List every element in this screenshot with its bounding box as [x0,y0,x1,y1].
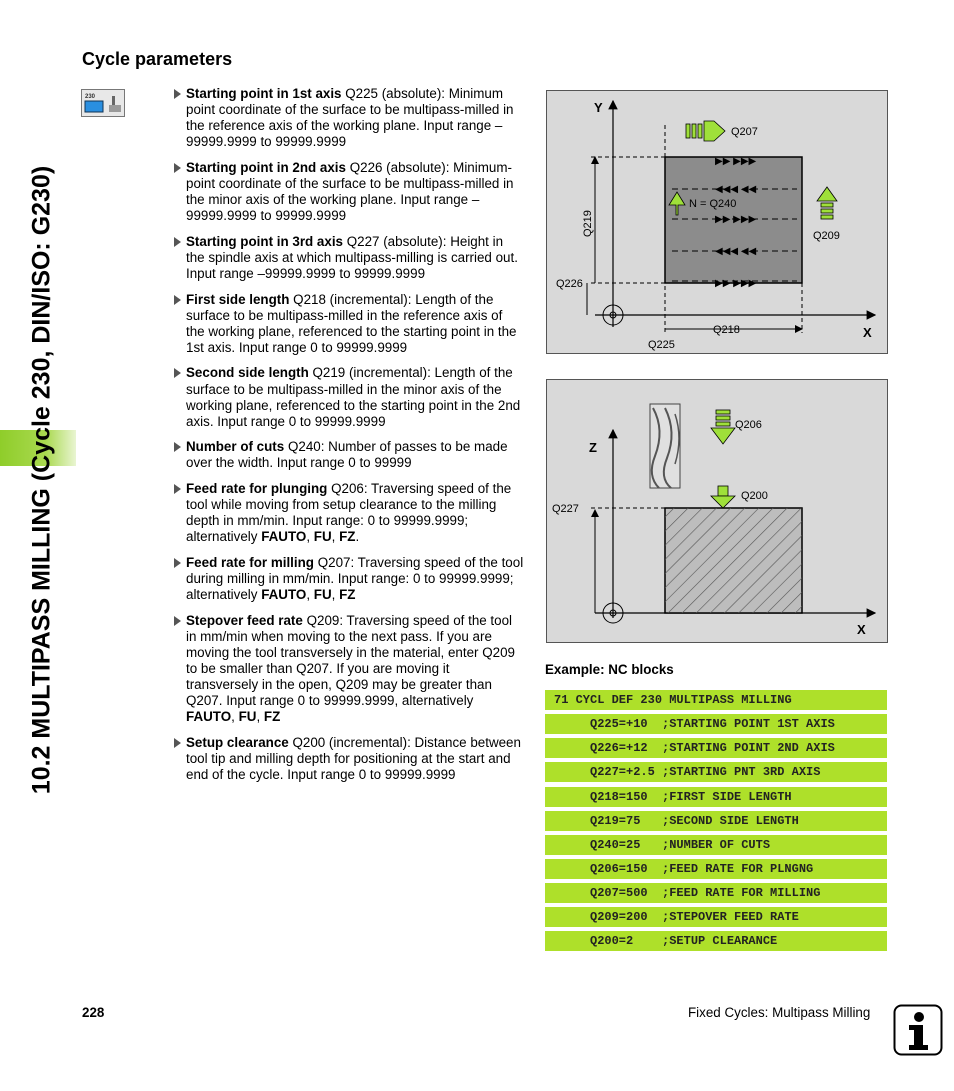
param-desc: Q219 (incremental): Length of the surface to be multipass-milled in the minor axis of the working plane, referenced to the starting point in the 2nd axis. Input range 0 to 99999.9999 [186,365,521,429]
param-q207: Feed rate for milling Q207: Traversing speed of the tool during milling in mm/min. Input range: 0 to 99999.9999; alternatively FAUTO, FU, FZ [172,555,524,603]
triangle-bullet-icon [174,442,181,452]
section-title: Cycle parameters [82,49,233,69]
option-fauto: FAUTO [261,529,307,545]
option-fauto: FAUTO [186,709,232,725]
label-q209: Q209 [813,230,840,242]
chapter-title: 10.2 MULTIPASS MILLING (Cycle 230, DIN/ISO: G230) [27,165,56,795]
param-name: First side length [186,291,290,307]
axis-label-y: Y [594,100,603,115]
param-q219 [172,365,524,429]
triangle-bullet-icon [174,484,181,494]
side-view-diagram [546,379,888,643]
footer-chapter-name: Fixed Cycles: Multipass Milling [688,1005,871,1020]
nc-block-line: Q226=+12 ;STARTING POINT 2ND AXIS [545,738,887,758]
info-icon [893,1004,943,1056]
nc-block-line: Q225=+10 ;STARTING POINT 1ST AXIS [545,714,887,734]
triangle-bullet-icon [174,237,181,247]
axis-label-z: Z [589,440,597,455]
label-q225: Q225 [648,339,675,351]
option-fz: FZ [339,529,356,545]
cycle-230-icon [81,89,125,117]
param-desc: Q225 (absolute): Minimum point coordinate of the surface to be multipass-milled in the reference axis of the working plane. Input range –99999.9999 to 99999.9999 [186,86,514,150]
option-fz: FZ [263,709,281,725]
nc-block-line: Q209=200 ;STEPOVER FEED RATE [545,907,887,927]
triangle-bullet-icon [174,558,181,568]
param-name: Second side length [186,365,309,381]
triangle-bullet-icon [174,89,181,99]
triangle-bullet-icon [174,295,181,305]
axis-label-x: X [857,622,866,637]
param-name: Feed rate for plunging [186,480,328,496]
param-q218 [172,292,524,356]
triangle-bullet-icon [174,616,181,626]
label-q240: N = Q240 [689,198,737,210]
param-name: Starting point in 3rd axis [186,233,343,249]
option-fauto: FAUTO [261,587,307,603]
param-name: Number of cuts [186,439,285,455]
axis-label-x: X [863,325,872,340]
label-q200: Q200 [741,490,768,502]
feed-arrows-right: ▶▶ ▶▶▶ [715,278,757,289]
param-name: Stepover feed rate [186,612,303,628]
feed-arrows-left: ◀◀◀ ◀◀ [715,184,757,195]
param-name: Feed rate for milling [186,554,314,570]
nc-block-line: Q240=25 ;NUMBER OF CUTS [545,835,887,855]
param-desc: Q207: Traversing speed of the tool during milling in mm/min. Input range: 0 to 99999.9999; alternatively [186,554,524,603]
label-q207: Q207 [731,126,758,138]
feed-arrows-right: ▶▶ ▶▶▶ [715,214,757,225]
nc-block-line: 71 CYCL DEF 230 MULTIPASS MILLING [545,690,887,710]
param-q225 [172,86,524,150]
param-q209: Stepover feed rate Q209: Traversing speed of the tool in mm/min when moving to the next pass. If you are moving the tool transversely in the material, enter Q209 to be smaller than Q207. If you are moving it transversely in the open, Q209 may be greater than Q207. Input range 0 to 99999.9999, alternatively FAUTO, FU, FZ [172,613,524,726]
label-q218: Q218 [713,324,740,336]
feed-arrows-left: ◀◀◀ ◀◀ [715,246,757,257]
param-q226 [172,160,524,224]
stepover-feed-arrow-icon [817,187,837,219]
param-q200 [172,735,524,783]
param-desc: Q226 (absolute): Minimum-point coordinate of the surface to be multipass-milled in the minor axis of the working plane. Input range –99999.9999 to 99999.9999 [186,159,514,224]
option-fz: FZ [339,587,356,603]
label-q226: Q226 [556,278,583,290]
plunge-feed-arrow-icon [711,410,735,444]
param-desc: Q227 (absolute): Height in the spindle axis at which multipass-milling is carried out. Input range –99999.9999 to 99999.9999 [186,233,518,281]
param-desc: Q209: Traversing speed of the tool in mm/min when moving to the next pass. If you are moving the tool transversely in the material, enter Q209 to be smaller than Q207. If you are moving it transversely in the open, Q209 may be greater than Q207. Input range 0 to 99999.9999, alternatively [186,612,515,709]
param-desc: Q218 (incremental): Length of the surface to be multipass-milled in the reference axis of the working plane, referenced to the starting point in the 1st axis. Input range 0 to 99999.9999 [186,291,517,355]
nc-block-line: Q200=2 ;SETUP CLEARANCE [545,931,887,951]
param-q206: Feed rate for plunging Q206: Traversing speed of the tool while moving from setup clearance to the milling depth in mm/min. Input range: 0 to 99999.9999; alternatively FAUTO, FU, FZ. [172,481,524,545]
option-fu: FU [313,529,332,545]
nc-block-line: Q207=500 ;FEED RATE FOR MILLING [545,883,887,903]
option-fu: FU [238,709,257,725]
milling-feed-arrow-icon [686,121,725,141]
nc-block-line: Q206=150 ;FEED RATE FOR PLNGNG [545,859,887,879]
page-number: 228 [82,1005,105,1020]
param-desc: Q240: Number of passes to be made over the width. Input range 0 to 99999 [186,439,508,471]
triangle-bullet-icon [174,163,181,173]
param-name: Starting point in 2nd axis [186,159,346,175]
chapter-title-vertical [22,40,62,920]
param-desc: Q206: Traversing speed of the tool while moving from setup clearance to the milling depth in mm/min. Input range: 0 to 99999.9999; alternatively [186,480,512,545]
nc-block-line: Q218=150 ;FIRST SIDE LENGTH [545,787,887,807]
parameter-list [172,86,524,793]
cycle-icon-label: 230 [85,94,96,100]
nc-block-line: Q227=+2.5 ;STARTING PNT 3RD AXIS [545,762,887,782]
param-name: Starting point in 1st axis [186,86,342,101]
triangle-bullet-icon [174,738,181,748]
param-desc: Q200 (incremental): Distance between tool tip and milling depth for positioning at the start and end of the cycle. Input range 0 to 99999.9999 [186,734,521,782]
param-end: . [355,529,360,545]
label-q227: Q227 [552,503,579,515]
milling-tool-icon [650,404,680,488]
option-fu: FU [313,587,332,603]
feed-arrows-right: ▶▶ ▶▶▶ [715,156,757,167]
nc-block-line: Q219=75 ;SECOND SIDE LENGTH [545,811,887,831]
label-q206: Q206 [735,419,762,431]
setup-clearance-arrow-icon [711,486,735,508]
label-q219: Q219 [582,210,594,237]
example-title: Example: NC blocks [545,662,674,677]
plan-view-diagram [546,90,888,354]
param-name: Setup clearance [186,734,289,750]
triangle-bullet-icon [174,368,181,378]
param-q240 [172,439,524,471]
param-q227 [172,234,524,282]
